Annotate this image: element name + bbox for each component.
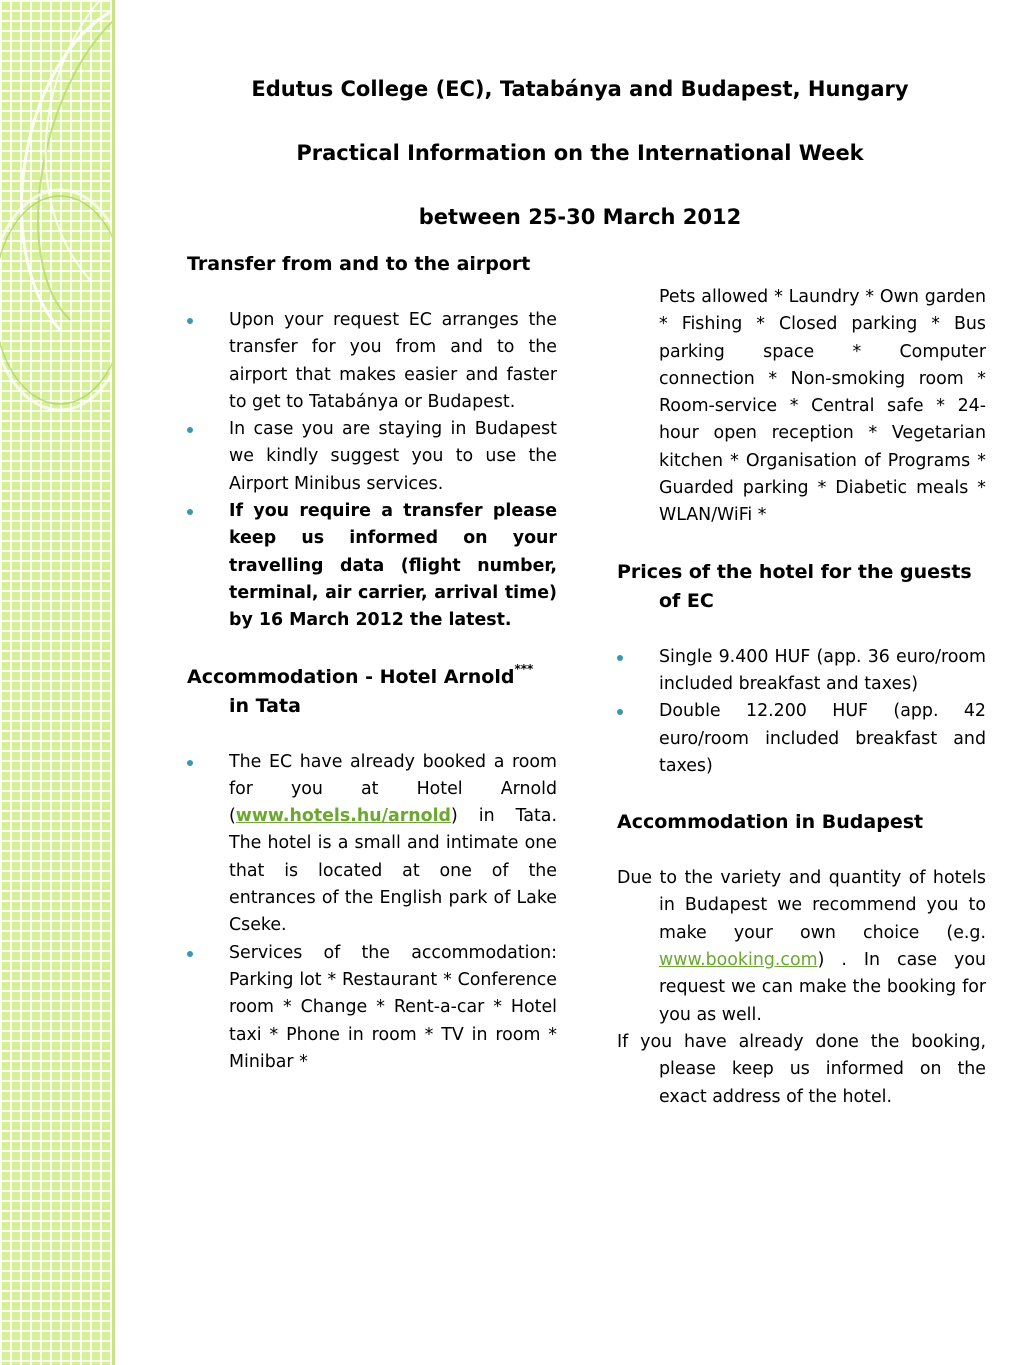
accommodation-tata-heading (187, 663, 557, 721)
transfer-bullet-request: Upon your request EC arranges the transfer for you from and to the airport that makes easier and faster to get to Tatabánya or Budapest. (187, 307, 557, 416)
budapest-paragraph-booking: If you have already done the booking, please keep us informed on the exact address of the hotel. (617, 1031, 986, 1107)
hotel-booked-text-start: The EC have already booked a room for you at Hotel Arnold ( (229, 751, 557, 827)
hotel-services-continued: Pets allowed * Laundry * Own garden * Fishing * Closed parking * Bus parking space * Computer connection * Non-smoking room * Room-service * Central safe * 24-hour open reception * Vegetarian kitchen * Organisation of Programs * Guarded parking * Diabetic meals * WLAN/WiFi * (659, 287, 986, 526)
transfer-bullet-minibus: In case you are staying in Budapest we kindly suggest you to use the Airport Minibus services. (187, 416, 557, 498)
hotel-booked-text-end: ) in Tata. The hotel is a small and intimate one that is located at one of the entrances of the English park of Lake Cseke. (229, 806, 557, 936)
budapest-paragraph-choice (617, 865, 986, 1029)
transfer-bullet-deadline: If you require a transfer please keep us informed on your travelling data (flight number, terminal, air carrier, arrival time) by 16 March 2012 the latest. (187, 498, 557, 634)
budapest-text-end: ) . In case you request we can make the booking for you as well. (659, 950, 986, 1025)
transfer-heading: Transfer from and to the airport (187, 253, 531, 275)
prices-heading: Prices of the hotel for the guests of EC (617, 560, 972, 612)
accommodation-tata-list (187, 749, 557, 1077)
budapest-heading: Accommodation in Budapest (617, 811, 924, 834)
booking-link[interactable]: www.booking.com (659, 950, 818, 971)
decorative-green-strip (0, 0, 114, 1365)
hotel-booked-item (187, 749, 557, 940)
left-column (187, 250, 557, 1076)
hotel-stars: *** (514, 661, 534, 676)
page-subtitle: Practical Information on the International Week (296, 141, 864, 165)
hotel-services-item: Services of the accommodation: Parking lot * Restaurant * Conference room * Change * Rent-a-car * Hotel taxi * Phone in room * TV in room * Minibar * (187, 940, 557, 1076)
page-dates: between 25-30 March 2012 (418, 205, 742, 229)
decorative-swirl-icon (0, 0, 114, 1365)
right-column (617, 284, 986, 1111)
hotel-arnold-link[interactable]: www.hotels.hu/arnold (235, 806, 452, 827)
transfer-list (187, 307, 557, 635)
page-title: Edutus College (EC), Tatabánya and Budapest, Hungary (251, 77, 909, 101)
price-single: Single 9.400 HUF (app. 36 euro/room included breakfast and taxes) (617, 644, 986, 699)
prices-list (617, 644, 986, 780)
budapest-text-start: Due to the variety and quantity of hotels in Budapest we recommend you to make your own choice (e.g. (617, 868, 986, 943)
strip-edge-line (112, 0, 115, 1365)
price-double: Double 12.200 HUF (app. 42 euro/room included breakfast and taxes) (617, 698, 986, 780)
accommodation-tata-location: in Tata (229, 694, 301, 717)
accommodation-tata-title: Accommodation - Hotel Arnold (187, 665, 515, 688)
